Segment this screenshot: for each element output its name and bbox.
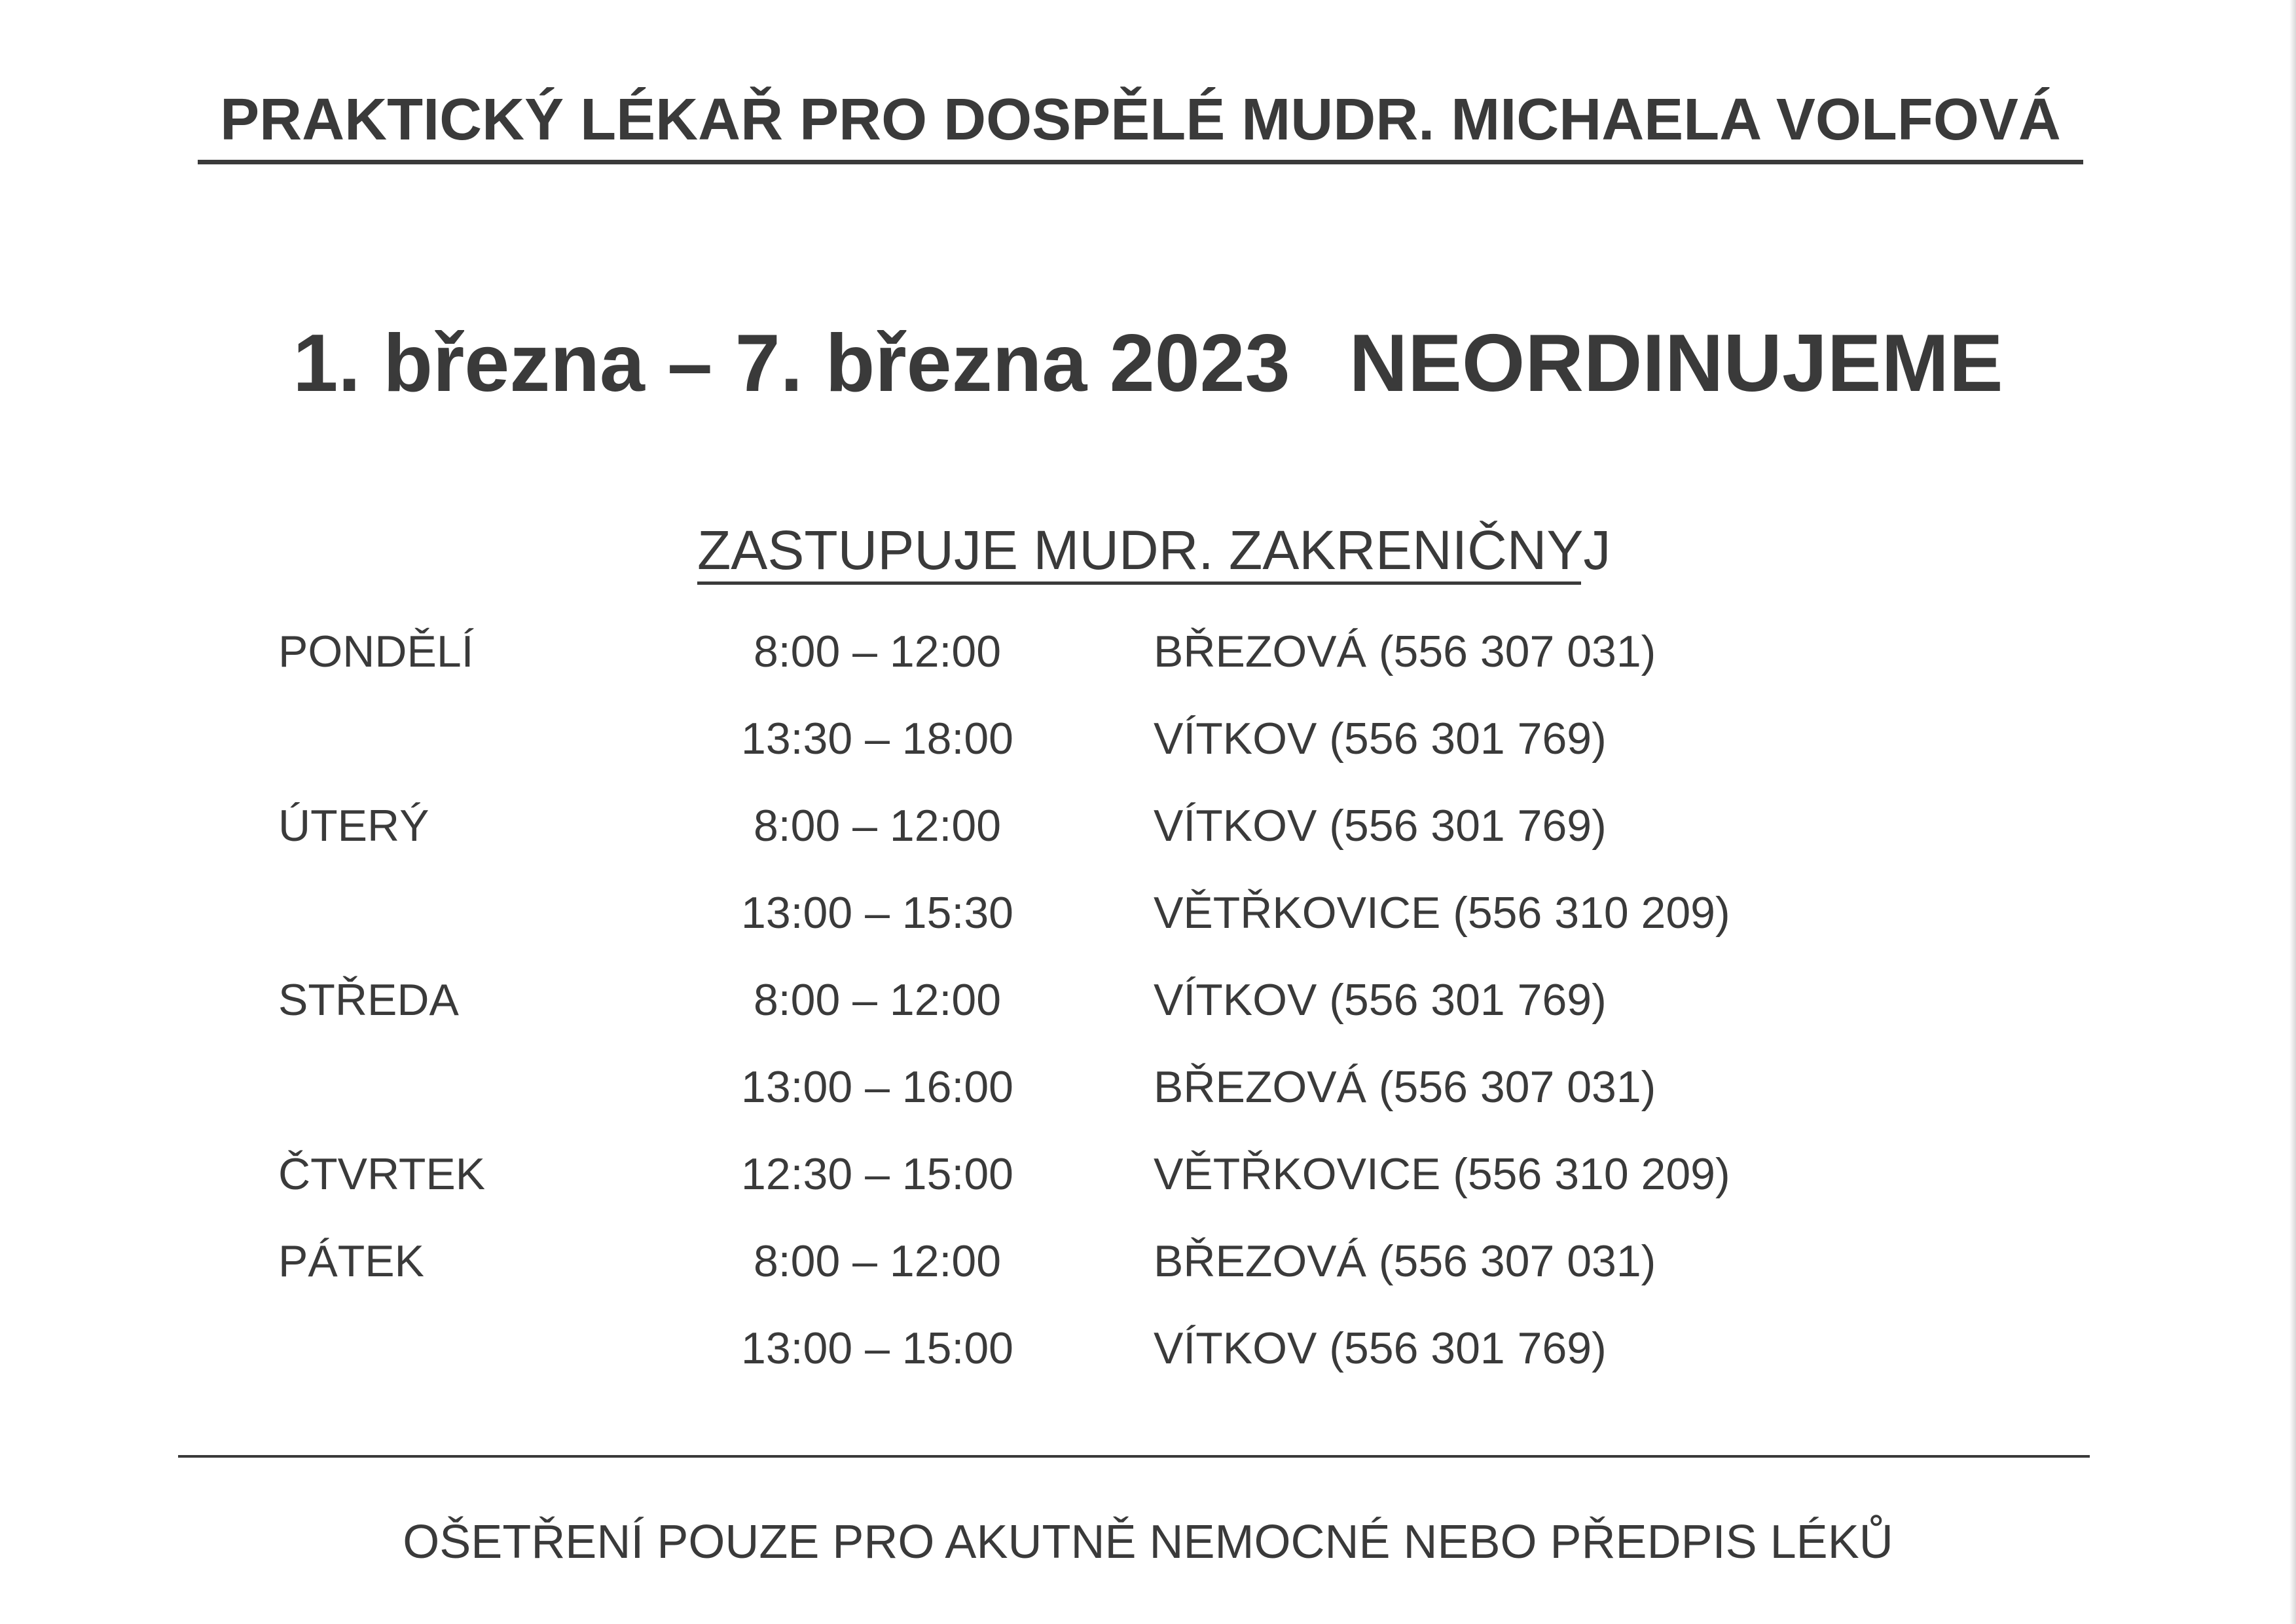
schedule-time: 8:00 – 12:00 bbox=[753, 801, 1002, 851]
schedule-row bbox=[0, 619, 2296, 684]
schedule-row bbox=[0, 793, 2296, 858]
schedule-place: VĚTŘKOVICE (556 310 209) bbox=[1154, 888, 1730, 938]
footer-note: OŠETŘENÍ POUZE PRO AKUTNĚ NEMOCNÉ NEBO PŘEDPIS LÉKŮ bbox=[403, 1516, 1893, 1568]
schedule-time: 13:30 – 18:00 bbox=[741, 714, 1013, 764]
schedule-day: STŘEDA bbox=[278, 975, 459, 1025]
schedule-place: BŘEZOVÁ (556 307 031) bbox=[1154, 627, 1656, 676]
schedule-row bbox=[0, 967, 2296, 1033]
schedule-row bbox=[0, 1228, 2296, 1294]
schedule-row bbox=[0, 1316, 2296, 1381]
schedule-day: PONDĚLÍ bbox=[278, 627, 474, 676]
schedule-place: VÍTKOV (556 301 769) bbox=[1154, 1323, 1607, 1373]
schedule-time: 13:00 – 15:00 bbox=[741, 1323, 1013, 1373]
schedule-row bbox=[0, 706, 2296, 771]
schedule-day: ÚTERÝ bbox=[278, 801, 429, 851]
schedule-place: BŘEZOVÁ (556 307 031) bbox=[1154, 1062, 1656, 1112]
footer-divider bbox=[178, 1455, 2090, 1458]
schedule-place: VÍTKOV (556 301 769) bbox=[1154, 801, 1607, 851]
schedule-time: 12:30 – 15:00 bbox=[741, 1149, 1013, 1199]
schedule-time: 8:00 – 12:00 bbox=[753, 627, 1002, 676]
schedule-time: 8:00 – 12:00 bbox=[753, 975, 1002, 1025]
closure-dates: 1. března – 7. března 2023 bbox=[293, 318, 1290, 409]
schedule-place: VÍTKOV (556 301 769) bbox=[1154, 714, 1607, 764]
schedule-time: 13:00 – 15:30 bbox=[741, 888, 1013, 938]
doctor-title: PRAKTICKÝ LÉKAŘ PRO DOSPĚLÉ MUDR. MICHAELA VOLFOVÁ bbox=[220, 87, 2061, 153]
schedule-row bbox=[0, 1141, 2296, 1207]
substitute-doctor: ZASTUPUJE MUDR. ZAKRENIČNYJ bbox=[697, 519, 1611, 581]
schedule-row bbox=[0, 880, 2296, 946]
schedule-time: 13:00 – 16:00 bbox=[741, 1062, 1013, 1112]
schedule-day: ČTVRTEK bbox=[278, 1149, 486, 1199]
closure-status: NEORDINUJEME bbox=[1349, 318, 2003, 409]
schedule-row bbox=[0, 1054, 2296, 1120]
schedule-place: VĚTŘKOVICE (556 310 209) bbox=[1154, 1149, 1730, 1199]
schedule-place: VÍTKOV (556 301 769) bbox=[1154, 975, 1607, 1025]
scan-edge-shadow bbox=[2289, 0, 2296, 1624]
schedule-time: 8:00 – 12:00 bbox=[753, 1236, 1002, 1286]
schedule-day: PÁTEK bbox=[278, 1236, 424, 1286]
schedule-place: BŘEZOVÁ (556 307 031) bbox=[1154, 1236, 1656, 1286]
